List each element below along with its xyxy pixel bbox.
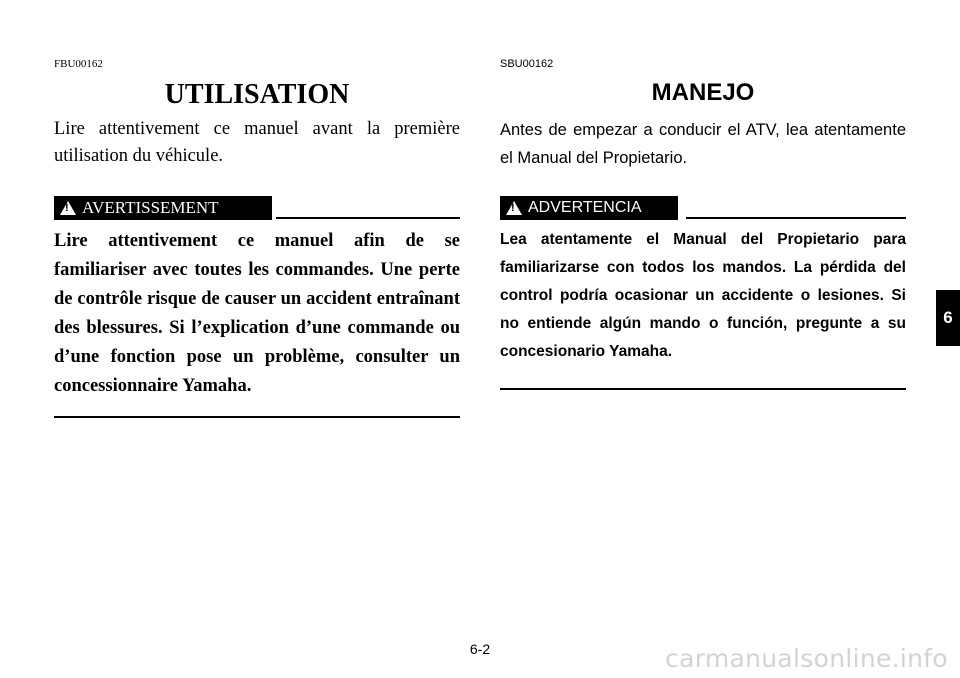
chapter-tab: 6 (936, 290, 960, 346)
warning-badge (54, 196, 272, 220)
warning-rule (686, 217, 906, 219)
warning-badge (500, 196, 678, 220)
warning-header (500, 196, 906, 220)
warning-label: AVERTISSEMENT (82, 198, 219, 217)
section-title: MANEJO (651, 79, 755, 106)
warning-end-rule (500, 388, 906, 390)
warning-text: Lea atentamente el Manual del Propietario para familiarizarse con todos los mandos. La pérdida del control podría ocasionar un accidente o lesiones. Si no entiende algún mando o función, pregunte a su concesionario Yamaha. (500, 231, 906, 360)
warning-triangle-icon (506, 201, 522, 215)
warning-text: Lire attentivement ce manuel afin de se familiariser avec toutes les commandes. Une perte de contrôle risque de causer un accident entraînant des blessures. Si l’explication d’une commande ou d’une fonction pose un problème, consulter un concessionnaire Yamaha. (54, 231, 460, 396)
warning-rule (276, 217, 460, 219)
section-code: FBU00162 (54, 58, 103, 70)
intro-paragraph: Lire attentivement ce manuel avant la première utilisation du véhicule. (54, 119, 460, 166)
warning-end-rule (54, 416, 460, 418)
watermark: carmanualsonline.info (665, 644, 948, 673)
section-code: SBU00162 (500, 58, 554, 70)
warning-label: ADVERTENCIA (528, 199, 642, 216)
warning-header (54, 196, 460, 220)
intro-paragraph: Antes de empezar a conducir el ATV, lea atentamente el Manual del Propietario. (500, 121, 906, 167)
page-number: 6-2 (469, 641, 491, 657)
warning-triangle-icon (60, 201, 76, 215)
section-title: UTILISATION (164, 79, 350, 110)
